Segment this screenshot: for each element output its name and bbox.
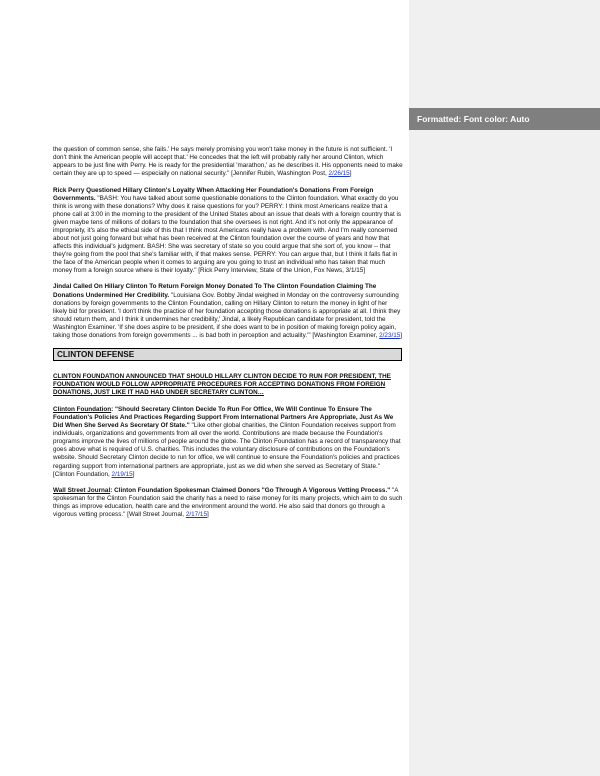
paragraph-heading: Rick Perry Questioned Hillary Clinton's Loyalty When Attacking Her Foundation's Donations From Foreign Governments. <box>53 186 374 202</box>
paragraph-text: the question of common sense, she fails.' He says merely promising you won't take money in the future is not sufficient. 'I don't think the American people will accept that.' He concedes that the left will probably rally her around Clinton, which appears to be just fine with Perry. He is ready for the presidential 'marathon,' as he describes it. His opponents need to make certain they are up to speed — especially on national security." [Jennifer Rubin, Washington Post, <box>53 146 403 178</box>
paragraph-clinton-foundation <box>53 406 403 478</box>
citation-end: ] <box>132 470 135 478</box>
paragraph-jindal <box>53 283 403 339</box>
paragraph-perry <box>53 187 403 276</box>
formatting-comment-balloon[interactable] <box>409 108 600 130</box>
paragraph-text: "BASH: You have talked about some questionable donations to the Clinton foundation. What exactly do you think is wrong with these donations? Why does it raise questions for you? PERRY: I think most Americans realize that a phone call at 3:00 in the morning to the president of the United States about an issue that deals with a foreign country that is given maybe tens of millions of dollars to the foundation that she oversees is not right. And it's not only the appearance of impropriety, it's also the ethical side of this that I think most Americans really have a problem with. And I'm really concerned about not just going forward but what has been received at the Clinton foundation over the course of years and how that affects this individual's judgment. BASH: She was secretary of state so you could argue that she sort of, you know -- that they're going from the pool that she's familiar with, if that makes sense. PERRY: You can argue that, but I think it falls flat in the face of the American people when it comes to arguing are you going to trust an individual who has taken that much money from a foreign source where is their loyalty." [Rick Perry Interview, State of the Union, Fox News, 3/1/15] <box>53 194 402 275</box>
source-name: Clinton Foundation <box>53 406 112 414</box>
section-heading: CLINTON DEFENSE <box>53 348 402 361</box>
citation-end: ] <box>349 170 352 178</box>
caps-heading: CLINTON FOUNDATION ANNOUNCED THAT SHOULD HILLARY CLINTON DECIDE TO RUN FOR PRESIDENT, THE FOUNDATION WOULD FOLLOW APPROPRIATE PROCEDURES FOR ACCEPTING DONATIONS FROM FOREIGN DONATIONS, JUST LIKE IT HAD HAD UNDER SECRETARY CLINTON… <box>53 373 391 397</box>
comment-header-text: Formatted: Font color: Auto <box>417 114 530 124</box>
citation-end: ] <box>400 331 403 339</box>
paragraph-rubin <box>53 146 403 178</box>
source-link[interactable]: 2/17/15 <box>185 511 207 519</box>
source-link[interactable]: 2/19/15 <box>111 470 133 478</box>
paragraph-heading: Jindal Called On Hillary Clinton To Return Foreign Money Donated To The Clinton Foundation Claiming The Donations Undermined Her Credibility. <box>53 283 377 299</box>
paragraph-heading: : "Should Secretary Clinton Decide To Run For Office, We Will Continue To Ensure The Foundation's Policies And Practices Regarding Support From International Partners Are Appropriate, Just As We Did When She Served As Secretary Of State." <box>53 406 394 430</box>
paragraph-heading: : Clinton Foundation Spokesman Claimed Donors "Go Through A Vigorous Vetting Process." <box>110 487 391 495</box>
source-name: Wall Street Journal <box>53 487 111 495</box>
source-link[interactable]: 2/23/15 <box>379 331 401 339</box>
paragraph-text: "A spokesman for the Clinton Foundation said the charity has a need to raise money for its many projects, which aim to do such things as improve education, health care and the environment around the world. He also said that donors go through a vigorous vetting process." [Wall Street Journal, <box>53 487 403 519</box>
source-link[interactable]: 2/26/15 <box>328 170 350 178</box>
document-body <box>53 146 403 528</box>
paragraph-text: "Like other global charities, the Clinton Foundation receives support from individuals, organizations and governments from all over the world. Contributions are made because the Foundation's programs improve the lives of millions of people around the globe. The Clinton Foundation has a record of transparency that goes above what is required of U.S. charities. This includes the voluntary disclosure of contributions on the Foundation's website. Should Secretary Clinton decide to run for office, we will continue to ensure the Foundation's policies and practices regarding support from international partners are appropriate, just as we did when she served as Secretary of State." [Clinton Foundation, <box>53 422 401 478</box>
citation-end: ] <box>207 511 209 519</box>
paragraph-wsj <box>53 487 403 519</box>
paragraph-text: "Louisiana Gov. Bobby Jindal weighed in Monday on the controversy surrounding donations by foreign governments to the Clinton Foundation, calling on Hillary Clinton to return the money in light of her likely bid for president. 'I don't think the practice of her foundation accepting those donations is appropriate at all. I think they should return them, and I think it undermines her credibility,' Jindal, a likely Republican candidate for president, told the Washington Examiner. 'If she does aspire to be president, if she does want to be in position of making foreign policy again, taking those donations from foreign governments ... is bad both in perception and actuality.'" [Washington Examiner, <box>53 291 401 339</box>
